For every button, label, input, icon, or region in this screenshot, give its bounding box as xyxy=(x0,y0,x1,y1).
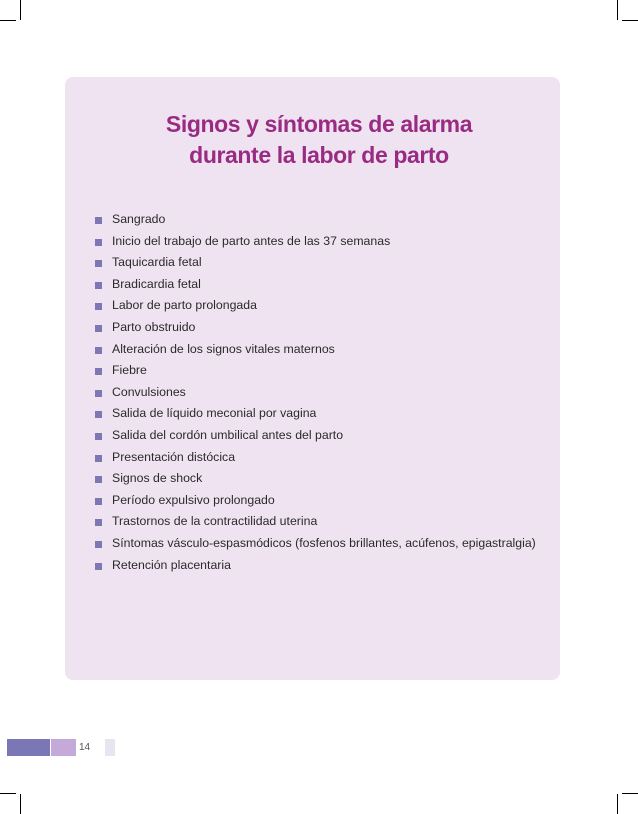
crop-mark xyxy=(617,0,618,20)
list-item xyxy=(95,447,536,469)
bullet-square-icon xyxy=(95,390,102,397)
bullet-square-icon xyxy=(95,303,102,310)
crop-mark xyxy=(622,20,638,21)
list-item xyxy=(95,511,536,533)
list-item-text: Salida del cordón umbilical antes del parto xyxy=(112,427,344,442)
footer-color-bar xyxy=(105,739,115,756)
list-item xyxy=(95,317,536,339)
list-item-text: Parto obstruido xyxy=(112,319,196,334)
list-item-text: Signos de shock xyxy=(112,471,203,486)
footer-color-bar xyxy=(7,739,50,756)
title-line-1: Signos y síntomas de alarma xyxy=(165,111,473,137)
crop-mark xyxy=(20,0,21,20)
bullet-square-icon xyxy=(95,411,102,418)
crop-mark xyxy=(622,793,638,794)
list-item xyxy=(95,468,536,490)
bullet-square-icon xyxy=(95,217,102,224)
bullet-square-icon xyxy=(95,260,102,267)
list-item xyxy=(95,382,536,404)
page-title xyxy=(0,109,638,171)
list-item-text: Trastornos de la contractilidad uterina xyxy=(112,514,318,529)
crop-mark xyxy=(20,794,21,814)
list-item-text: Sangrado xyxy=(112,212,166,226)
crop-mark xyxy=(617,794,618,814)
bullet-square-icon xyxy=(95,347,102,354)
list-item xyxy=(95,252,536,274)
page-number: 14 xyxy=(79,742,91,753)
list-item xyxy=(95,295,536,317)
list-item-text: Fiebre xyxy=(112,363,147,378)
bullet-square-icon xyxy=(95,498,102,505)
bullet-square-icon xyxy=(95,282,102,289)
bullet-square-icon xyxy=(95,455,102,462)
list-item xyxy=(95,555,536,577)
crop-mark xyxy=(0,793,16,794)
list-item-text: Síntomas vásculo-espasmódicos (fosfenos brillantes, acúfenos, epigastralgia) xyxy=(112,535,536,550)
list-item-text: Bradicardia fetal xyxy=(112,276,201,291)
list-item xyxy=(95,490,536,512)
list-item-text: Retención placentaria xyxy=(112,557,231,572)
list-item xyxy=(95,209,536,231)
bullet-square-icon xyxy=(95,541,102,548)
crop-mark xyxy=(0,20,16,21)
alarm-signs-list xyxy=(95,209,536,576)
list-item-text: Labor de parto prolongada xyxy=(112,298,257,313)
list-item-text: Taquicardia fetal xyxy=(112,255,202,270)
bullet-square-icon xyxy=(95,325,102,332)
list-item-text: Inicio del trabajo de parto antes de las 37 semanas xyxy=(112,233,391,248)
list-item-text: Alteración de los signos vitales maternos xyxy=(112,341,335,356)
bullet-square-icon xyxy=(95,368,102,375)
list-item-text: Período expulsivo prolongado xyxy=(112,492,275,507)
list-item xyxy=(95,403,536,425)
bullet-square-icon xyxy=(95,563,102,570)
bullet-square-icon xyxy=(95,433,102,440)
list-item xyxy=(95,274,536,296)
list-item-text: Presentación distócica xyxy=(112,449,236,464)
list-item xyxy=(95,533,536,555)
list-item xyxy=(95,339,536,361)
bullet-square-icon xyxy=(95,519,102,526)
bullet-square-icon xyxy=(95,476,102,483)
list-item-text: Convulsiones xyxy=(112,384,186,399)
bullet-square-icon xyxy=(95,239,102,246)
list-item xyxy=(95,231,536,253)
list-item xyxy=(95,425,536,447)
list-item-text: Salida de líquido meconial por vagina xyxy=(112,406,317,421)
footer-color-bar xyxy=(51,739,76,756)
list-item xyxy=(95,360,536,382)
title-line-2: durante la labor de parto xyxy=(189,142,449,168)
